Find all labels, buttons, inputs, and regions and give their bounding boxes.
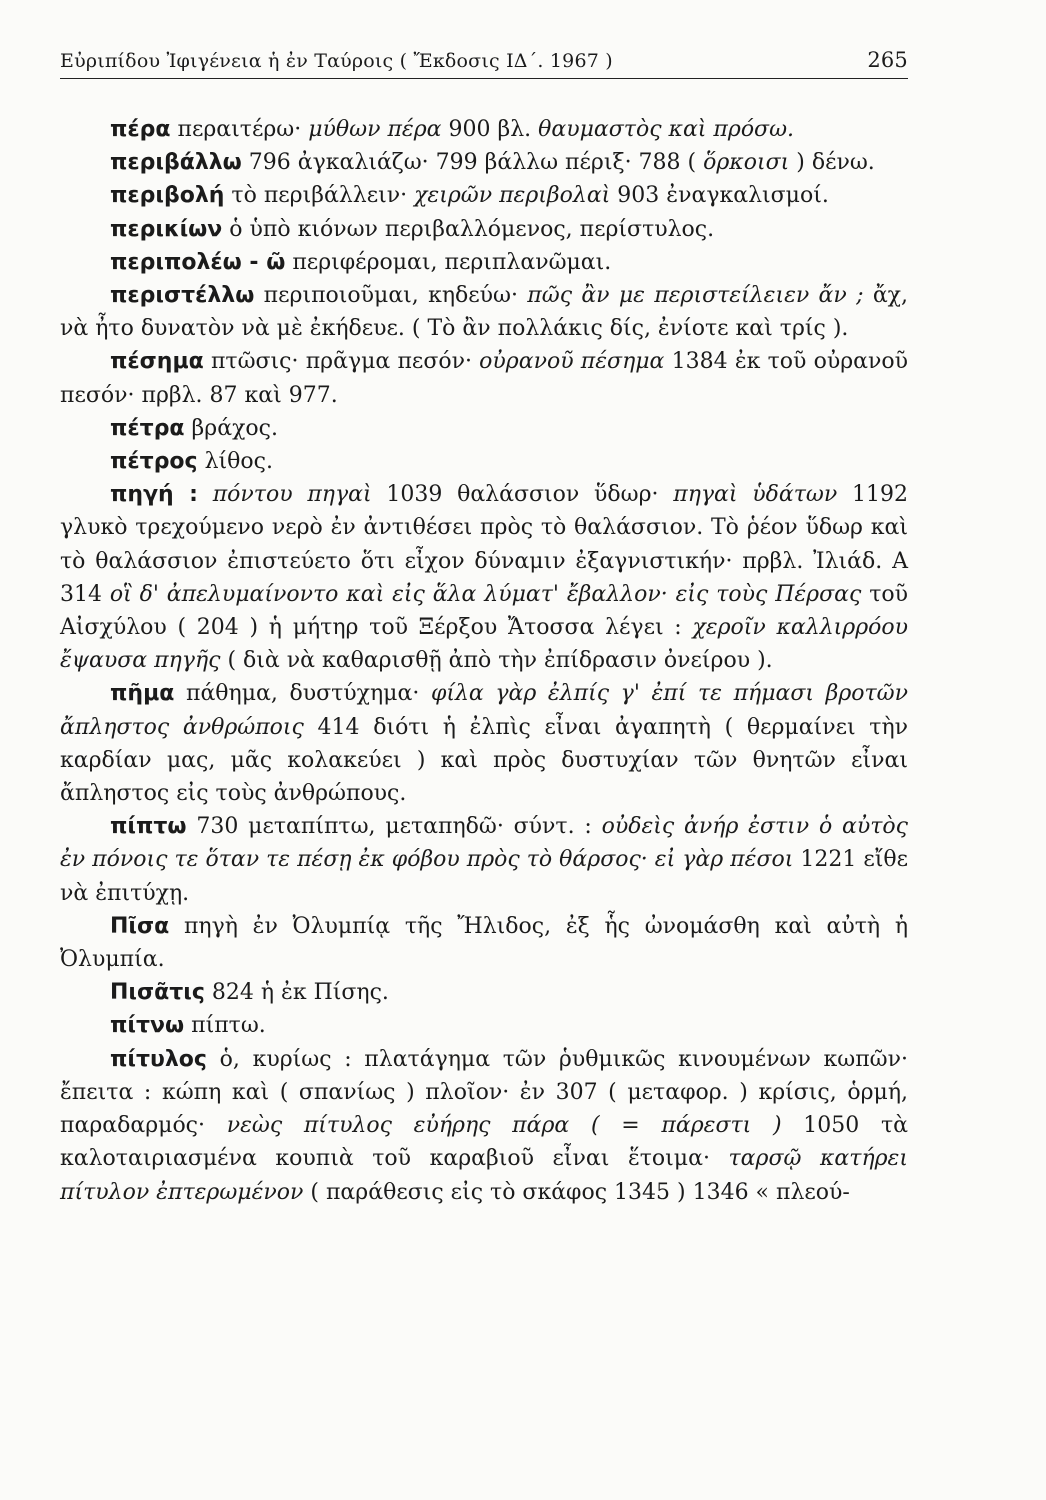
entry-text: ( διὰ νὰ καθαρισθῇ ἀπὸ τὴν ἐπίδρασιν ὀνείρου ).	[220, 648, 773, 674]
headword: Πῖσα	[110, 913, 170, 939]
entry-text: 1192 γλυκὸ τρεχούμενο νερὸ ἐν ἀντιθέσει πρὸς τὸ θαλάσσιον. Τὸ ῥέον ὕδωρ καὶ τὸ θαλάσσιον ἐπιστεύετο ὅτι εἶχον δύναμιν ἐξαγνιστικήν· πρβλ. Ἰλιάδ. Α 314	[60, 482, 908, 607]
glossary-entry	[60, 677, 908, 810]
entry-text: τοῦ Αἰσχύλου ( 204 ) ἡ μήτηρ τοῦ Ξέρξου Ἄτοσσα λέγει :	[60, 581, 908, 641]
entry-text: 414 διότι ἡ ἐλπὶς εἶναι ἀγαπητὴ ( θερμαίνει τὴν καρδίαν μας, μᾶς κολακεύει ) καὶ πρὸς δυστυχίαν τῶν θνητῶν εἶναι ἄπληστος εἰς τοὺς ἀνθρώπους.	[60, 714, 908, 807]
glossary-entry	[60, 246, 908, 279]
headword: Πισᾶτις	[110, 980, 205, 1006]
headword: πηγή :	[110, 482, 198, 508]
headword: πίπτω	[110, 814, 187, 840]
quotation: οὐδεὶς ἀνήρ ἐστιν ὁ αὐτὸς ἐν πόνοις τε ὅταν τε πέσῃ ἐκ φόβου πρὸς τὸ θάρσος· εἰ γὰρ πέσοι	[60, 814, 908, 873]
headword: πῆμα	[110, 681, 175, 707]
entry-text: ὁ ὑπὸ κιόνων περιβαλλόμενος, περίστυλος.	[222, 216, 715, 242]
glossary-entry	[60, 976, 908, 1009]
glossary-entry	[60, 478, 908, 677]
headword: πίτυλος	[110, 1046, 207, 1072]
headword: περιπολέω - ῶ	[110, 249, 286, 275]
entry-text: βράχος.	[184, 415, 278, 441]
glossary-entry	[60, 1009, 908, 1042]
quotation: νεὼς πίτυλος εὐήρης πάρα ( = πάρεστι )	[226, 1113, 782, 1139]
glossary-entry	[60, 1043, 908, 1209]
quotation: θαυμαστὸς καὶ πρόσω.	[538, 117, 795, 142]
glossary-entry	[60, 279, 908, 345]
quotation: χεροῖν καλλιρρόου ἔψαυσα πηγῆς	[60, 615, 908, 674]
quotation: μύθων πέρα	[308, 117, 442, 142]
entry-text: 1039 θαλάσσιον ὕδωρ·	[371, 482, 674, 508]
entry-text: περαιτέρω·	[170, 117, 309, 142]
headword: πέτρα	[110, 415, 185, 441]
entry-text: 900 βλ.	[441, 117, 539, 142]
glossary-body	[60, 113, 908, 1209]
quotation: ταρσῷ κατήρει πίτυλον ἐπτερωμένον	[60, 1146, 908, 1205]
glossary-entry	[60, 810, 908, 910]
entry-text: 730 μεταπίπτω, μεταπηδῶ· σύντ. :	[186, 814, 602, 840]
headword: πέσημα	[110, 349, 204, 375]
headword: περιστέλλω	[110, 283, 255, 309]
entry-text: 1221 εἴθε νὰ ἐπιτύχῃ.	[60, 847, 909, 906]
headword: περικίων	[110, 216, 223, 242]
entry-text: πάθημα, δυστύχημα·	[174, 681, 431, 707]
glossary-entry	[60, 179, 908, 212]
entry-text: 796 ἀγκαλιάζω· 799 βάλλω πέριξ· 788 (	[241, 150, 704, 176]
entry-text: πηγὴ ἐν Ὀλυμπίᾳ τῆς Ἤλιδος, ἐξ ἧς ὠνομάσθη καὶ αὐτὴ ἡ Ὀλυμπία.	[60, 913, 908, 973]
headword: πέρα	[110, 117, 171, 142]
entry-text	[198, 482, 213, 507]
entry-text: περιποιοῦμαι, κηδεύω·	[254, 283, 528, 309]
quotation: οὐρανοῦ πέσημα	[479, 349, 665, 375]
entry-text: περιφέρομαι, περιπλανῶμαι.	[285, 249, 612, 275]
headword: πέτρος	[110, 449, 198, 475]
entry-text: 1384 ἐκ τοῦ οὐρανοῦ πεσόν· πρβλ. 87 καὶ 977.	[60, 349, 908, 408]
quotation: πόντου πηγαὶ	[212, 482, 372, 508]
quotation: οἳ δ' ἀπελυμαίνοντο καὶ εἰς ἅλα λύματ' ἔβαλλον· εἰς τοὺς Πέρσας	[109, 581, 862, 607]
entry-text: 903 ἐναγκαλισμοί.	[610, 183, 829, 209]
quotation: χειρῶν περιβολαὶ	[414, 183, 611, 209]
entry-text: ( παράθεσις εἰς τὸ σκάφος 1345 ) 1346 « πλεού-	[303, 1179, 850, 1205]
headword: περιβολή	[110, 183, 225, 209]
entry-text: ἄχ, νὰ ἦτο δυνατὸν νὰ μὲ ἐκήδευε. ( Τὸ ἂν πολλάκις δίς, ἐνίοτε καὶ τρίς ).	[60, 283, 908, 342]
entry-text: 1050 τὰ καλοταιριασμένα κουπιὰ τοῦ καραβιοῦ εἶναι ἕτοιμα·	[60, 1113, 908, 1172]
glossary-entry	[60, 213, 908, 246]
glossary-entry	[60, 910, 908, 976]
glossary-entry	[60, 345, 908, 411]
glossary-entry	[60, 113, 908, 146]
entry-text: ) δένω.	[789, 150, 875, 176]
entry-text: τὸ περιβάλλειν·	[224, 183, 415, 209]
glossary-entry	[60, 412, 908, 445]
glossary-entry	[60, 445, 908, 478]
headword: πίτνω	[110, 1013, 185, 1039]
entry-text: ὁ, κυρίως : πλατάγημα τῶν ῥυθμικῶς κινουμένων κωπῶν· ἔπειτα : κώπη καὶ ( σπανίως ) πλοῖον· ἐν 307 ( μεταφορ. ) κρίσις, ὁρμή, παραδαρμός·	[60, 1046, 908, 1139]
entry-text: πίπτω.	[184, 1013, 266, 1039]
glossary-entry	[60, 146, 908, 179]
entry-text: λίθος.	[197, 449, 273, 475]
entry-text: πτῶσις· πρᾶγμα πεσόν·	[203, 349, 480, 375]
quotation: φίλα γὰρ ἐλπίς γ' ἐπί τε πήμασι βροτῶν ἄπληστος ἀνθρώποις	[60, 681, 908, 740]
entry-text: 824 ἡ ἐκ Πίσης.	[204, 980, 389, 1006]
book-page	[60, 48, 908, 1209]
running-header	[60, 48, 908, 79]
running-title: Εὐριπίδου Ἰφιγένεια ἡ ἐν Ταύροις ( Ἔκδοσις ΙΔ΄. 1967 )	[60, 50, 613, 72]
quotation: πηγαὶ ὑδάτων	[673, 482, 838, 508]
page-number: 265	[867, 48, 908, 72]
quotation: ὅρκοισι	[703, 150, 790, 176]
quotation: πῶς ἂν με περιστείλειεν ἄν ;	[527, 283, 864, 309]
headword: περιβάλλω	[110, 150, 242, 176]
